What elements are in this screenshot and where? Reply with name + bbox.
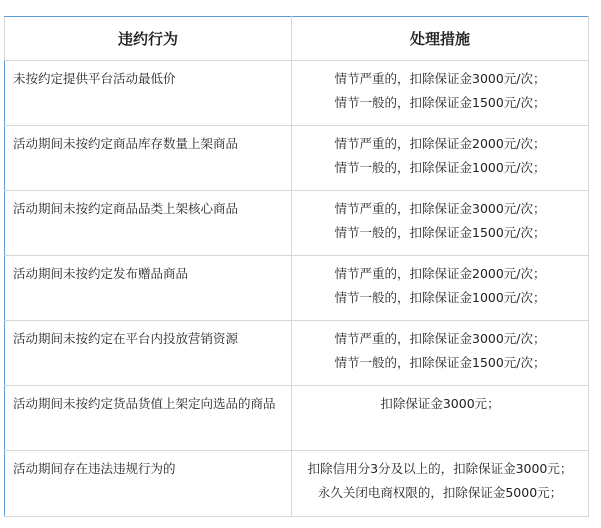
header-measure: 处理措施 <box>292 17 589 61</box>
measure-cell <box>292 386 589 451</box>
behavior-text: 活动期间未按约定商品品类上架核心商品 <box>13 201 239 216</box>
measure-line: 扣除信用分3分及以上的，扣除保证金3000元； <box>307 461 573 476</box>
behavior-cell <box>5 61 292 126</box>
measure-cell <box>292 191 589 256</box>
measure-line: 情节一般的，扣除保证金1000元/次； <box>334 290 546 305</box>
table-row <box>5 126 589 191</box>
measure-line: 情节一般的，扣除保证金1500元/次； <box>334 225 546 240</box>
measure-line: 情节一般的，扣除保证金1000元/次； <box>334 160 546 175</box>
violation-table <box>4 16 589 517</box>
table-row <box>5 256 589 321</box>
measure-cell <box>292 126 589 191</box>
behavior-text: 未按约定提供平台活动最低价 <box>13 71 176 86</box>
behavior-text: 活动期间未按约定发布赠品商品 <box>13 266 189 281</box>
measure-cell <box>292 256 589 321</box>
measure-cell <box>292 321 589 386</box>
behavior-text: 活动期间未按约定商品库存数量上架商品 <box>13 136 239 151</box>
measure-cell <box>292 61 589 126</box>
table-header-row <box>5 17 589 61</box>
measure-cell <box>292 451 589 517</box>
behavior-text: 活动期间未按约定在平台内投放营销资源 <box>13 331 239 346</box>
behavior-cell <box>5 126 292 191</box>
behavior-cell <box>5 386 292 451</box>
measure-line: 情节严重的，扣除保证金3000元/次； <box>334 331 546 346</box>
measure-line: 情节严重的，扣除保证金3000元/次； <box>334 201 546 216</box>
measure-line: 情节严重的，扣除保证金3000元/次； <box>334 71 546 86</box>
measure-line: 扣除保证金3000元； <box>380 396 500 411</box>
measure-line: 情节严重的，扣除保证金2000元/次； <box>334 136 546 151</box>
measure-line: 情节一般的，扣除保证金1500元/次； <box>334 355 546 370</box>
behavior-text: 活动期间存在违法违规行为的 <box>13 461 176 476</box>
table-row <box>5 451 589 517</box>
violation-table-container <box>4 16 588 517</box>
behavior-text: 活动期间未按约定货品货值上架定向选品的商品 <box>13 396 276 411</box>
table-row <box>5 191 589 256</box>
table-row <box>5 386 589 451</box>
header-behavior: 违约行为 <box>5 17 292 61</box>
behavior-cell <box>5 321 292 386</box>
table-row <box>5 321 589 386</box>
behavior-cell <box>5 191 292 256</box>
behavior-cell <box>5 451 292 517</box>
behavior-cell <box>5 256 292 321</box>
measure-line: 情节一般的，扣除保证金1500元/次； <box>334 95 546 110</box>
measure-line: 永久关闭电商权限的，扣除保证金5000元； <box>317 485 563 500</box>
table-row <box>5 61 589 126</box>
measure-line: 情节严重的，扣除保证金2000元/次； <box>334 266 546 281</box>
